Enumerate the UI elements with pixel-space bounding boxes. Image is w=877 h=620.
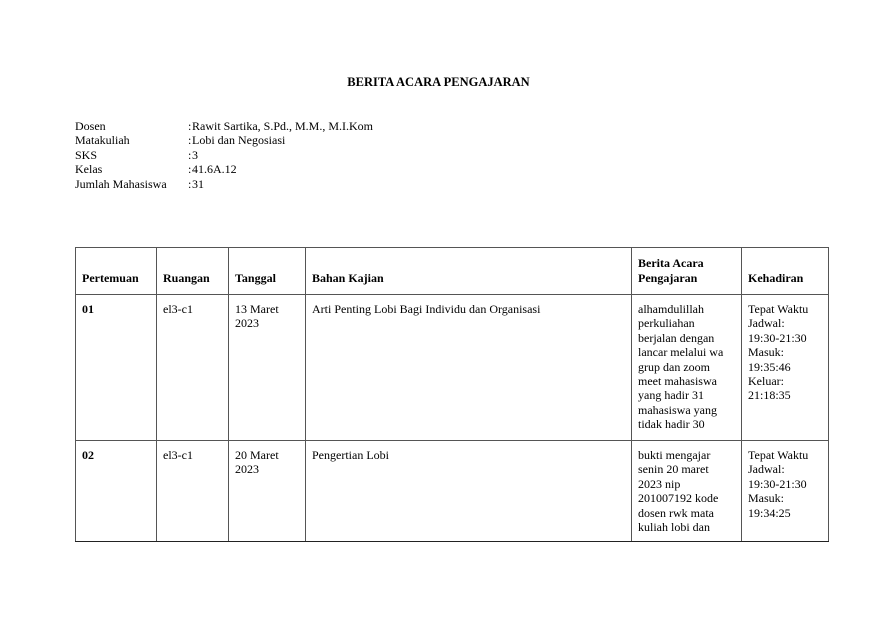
kehadiran-line: Keluar:: [748, 374, 784, 389]
kehadiran-line: 21:18:35: [748, 388, 791, 403]
cell-pertemuan: 01: [76, 295, 157, 441]
info-value-jumlah-mahasiswa: 31: [192, 176, 204, 191]
header-kehadiran: Kehadiran: [742, 248, 829, 295]
cell-kehadiran: [742, 441, 829, 542]
table-row: [76, 295, 829, 441]
cell-bahan-kajian: Pengertian Lobi: [306, 441, 632, 542]
info-value-dosen: Rawit Sartika, S.Pd., M.M., M.I.Kom: [192, 119, 374, 133]
cell-kehadiran: [742, 295, 829, 441]
info-row-dosen: Dosen : Rawit Sartika, S.Pd., M.M., M.I.Kom: [75, 119, 374, 133]
kehadiran-line: 19:30-21:30: [748, 476, 807, 491]
table-row: [76, 441, 829, 542]
header-tanggal: Tanggal: [229, 248, 306, 295]
kehadiran-line: Masuk:: [748, 491, 784, 506]
info-label: Matakuliah: [75, 133, 130, 148]
cell-ruangan: el3-c1: [157, 295, 229, 441]
teaching-record-table: [75, 247, 829, 542]
cell-tanggal: 20 Maret 2023: [229, 441, 306, 542]
cell-berita-acara: bukti mengajar senin 20 maret 2023 nip 201007192 kode dosen rwk mata kuliah lobi dan: [632, 441, 742, 542]
info-row-kelas: Kelas : 41.6A.12: [75, 162, 237, 177]
kehadiran-line: Masuk:: [748, 345, 784, 360]
cell-tanggal: 13 Maret 2023: [229, 295, 306, 441]
kehadiran-line: Tepat Waktu: [748, 448, 809, 462]
kehadiran-line: 19:34:25: [748, 505, 791, 520]
cell-pertemuan: 02: [76, 441, 157, 542]
info-row-matakuliah: Matakuliah : Lobi dan Negosiasi: [75, 133, 286, 148]
cell-bahan-kajian: Arti Penting Lobi Bagi Individu dan Organisasi: [306, 295, 632, 441]
info-row-sks: SKS : 3: [75, 147, 198, 162]
info-label: Jumlah Mahasiswa: [75, 176, 167, 191]
info-value-matakuliah: Lobi dan Negosiasi: [192, 133, 286, 148]
kehadiran-line: 19:35:46: [748, 359, 791, 374]
header-bahan-kajian: Bahan Kajian: [306, 248, 632, 295]
info-label: Dosen: [75, 119, 106, 133]
document-title: BERITA ACARA PENGAJARAN: [347, 75, 530, 89]
cell-ruangan: el3-c1: [157, 441, 229, 542]
kehadiran-line: 19:30-21:30: [748, 330, 807, 345]
header-ruangan: Ruangan: [157, 248, 229, 295]
header-berita-acara: Berita Acara Pengajaran: [632, 248, 742, 295]
course-info: [75, 119, 373, 191]
info-label: Kelas: [75, 162, 103, 177]
info-value-sks: 3: [192, 147, 198, 162]
info-value-kelas: 41.6A.12: [192, 162, 237, 177]
header-pertemuan: Pertemuan: [76, 248, 157, 295]
kehadiran-line: Jadwal:: [748, 316, 785, 331]
kehadiran-line: Jadwal:: [748, 462, 785, 477]
table-header-row: [76, 248, 829, 295]
info-row-jumlah-mahasiswa: Jumlah Mahasiswa : 31: [75, 176, 204, 191]
cell-berita-acara: alhamdulillah perkuliahan berjalan dengan lancar melalui wa grup dan zoom meet mahasiswa yang hadir 31 mahasiswa yang tidak hadir 30: [632, 295, 742, 441]
kehadiran-line: Tepat Waktu: [748, 302, 809, 316]
info-label: SKS: [75, 147, 98, 162]
